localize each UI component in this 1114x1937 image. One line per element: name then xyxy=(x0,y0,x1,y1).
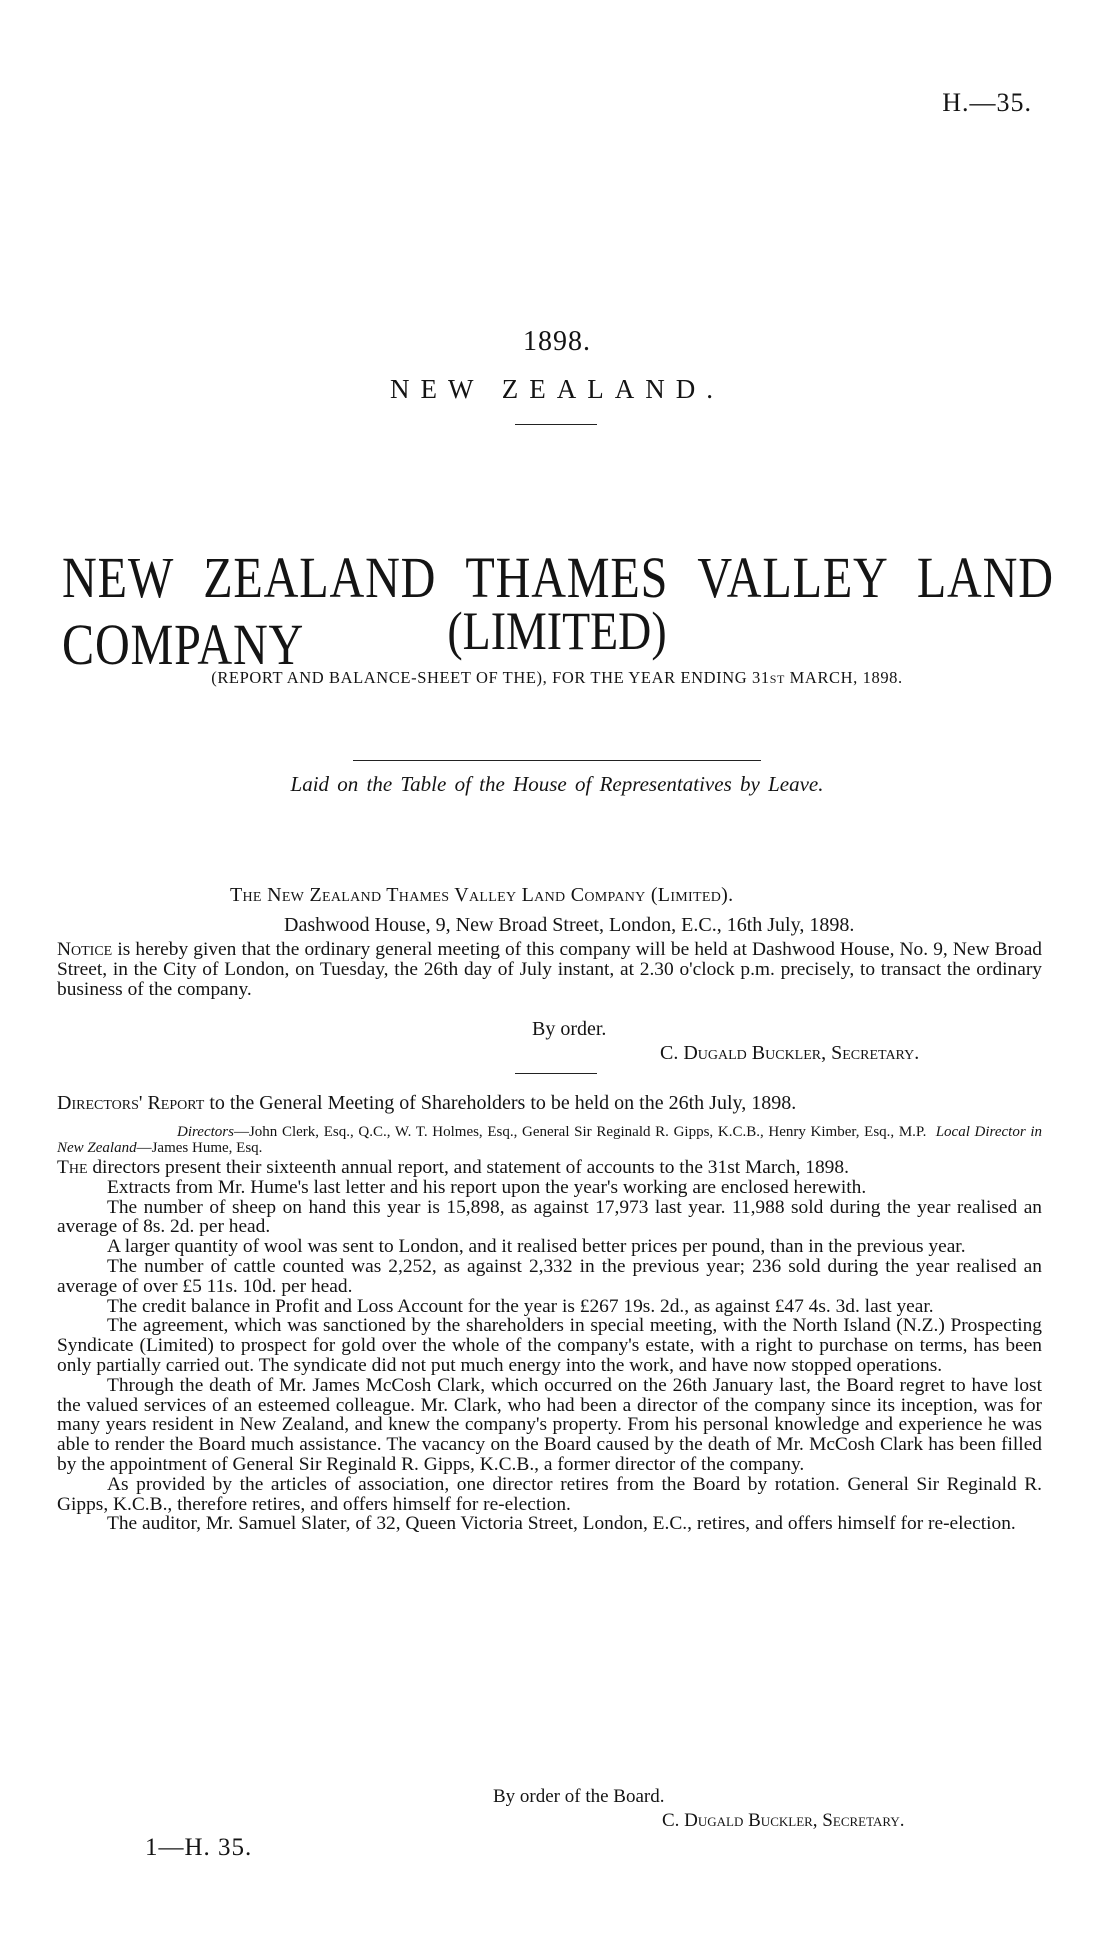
notice-heading: The New Zealand Thames Valley Land Company (Limited). xyxy=(230,884,734,906)
country-heading: NEW ZEALAND. xyxy=(390,374,724,404)
notice-body xyxy=(57,940,1042,999)
year-heading: 1898. xyxy=(523,326,591,357)
subtitle-end: MARCH, 1898. xyxy=(784,668,903,687)
report-paragraph: As provided by the articles of association, one director retires from the Board by rotation. General Sir Reginald R. Gipps, K.C.B., therefore retires, and offers himself for re-election. xyxy=(57,1473,1042,1515)
divider-rule xyxy=(353,760,761,761)
local-director-label: Local Director in New Zealand xyxy=(57,1124,1042,1156)
divider-rule xyxy=(515,1073,597,1074)
report-heading-rest: to the General Meeting of Shareholders to be held on the 26th July, 1898. xyxy=(204,1092,797,1114)
report-body xyxy=(57,1158,1042,1534)
report-signature: C. Dugald Buckler, Secretary. xyxy=(662,1810,905,1831)
report-paragraph: Extracts from Mr. Hume's last letter and his report upon the year's working are enclosed herewith. xyxy=(107,1176,867,1198)
notice-signature: C. Dugald Buckler, Secretary. xyxy=(660,1042,920,1064)
notice-lead: Notice xyxy=(57,939,113,960)
directors-names: —John Clerk, Esq., Q.C., W. T. Holmes, Esq., General Sir Reginald R. Gipps, K.C.B., Henry Kimber, Esq., M.P. xyxy=(233,1124,927,1140)
report-by-order: By order of the Board. xyxy=(493,1786,665,1807)
subtitle xyxy=(0,668,1114,688)
report-paragraph: The credit balance in Profit and Loss Account for the year is £267 19s. 2d., as against £47 4s. 3d. last year. xyxy=(107,1295,934,1317)
report-heading-lead: Directors' Report xyxy=(57,1092,205,1114)
report-paragraph: The agreement, which was sanctioned by the shareholders in special meeting, with the North Island (N.Z.) Prospecting Syndicate (Limited) to prospect for gold over the whole of the company's estate, with a right to purchase on terms, has been only partially carried out. The syndicate did not put much energy into the work, and have now stopped operations. xyxy=(57,1315,1042,1376)
report-heading xyxy=(57,1092,796,1115)
report-paragraph: The number of sheep on hand this year is 15,898, as against 17,973 last year. 11,988 sold during the year realised an average of 8s. 2d. per head. xyxy=(57,1196,1042,1238)
report-paragraph: Through the death of Mr. James McCosh Clark, which occurred on the 26th January last, the Board regret to have lost the valued services of an esteemed colleague. Mr. Clark, who had been a director of the company since its inception, was for many years resident in New Zealand, and knew the company's property. From his personal knowledge and experience he was able to render the Board much assistance. The vacancy on the Board caused by the death of Mr. McCosh Clark has been filled by the appointment of General Sir Reginald R. Gipps, K.C.B., a former director of the company. xyxy=(57,1374,1042,1475)
notice-by-order: By order. xyxy=(532,1018,607,1040)
notice-text: is hereby given that the ordinary general meeting of this company will be held at Dashwood House, No. 9, New Broad Street, in the City of London, on Tuesday, the 26th day of July instant, at 2.30 o'clock p.m. precisely, to transact the ordinary business of the company. xyxy=(57,939,1042,1000)
laid-on-table-note: Laid on the Table of the House of Representatives by Leave. xyxy=(290,772,824,796)
main-title-line-2: (LIMITED) xyxy=(447,601,667,661)
directors-list xyxy=(57,1124,1042,1156)
report-paragraph: The number of cattle counted was 2,252, as against 2,332 in the previous year; 236 sold during the year realised an average of over £5 11s. 10d. per head. xyxy=(57,1255,1042,1297)
subtitle-ordinal: ST xyxy=(769,672,785,686)
directors-label: Directors xyxy=(177,1124,234,1140)
divider-rule xyxy=(515,424,597,425)
local-director-name: —James Hume, Esq. xyxy=(136,1140,263,1156)
report-first-text: directors present their sixteenth annual report, and statement of accounts to the 31st March, 1898. xyxy=(87,1157,849,1178)
report-first-lead: The xyxy=(57,1157,88,1178)
report-paragraph xyxy=(57,1158,1042,1178)
report-paragraph: A larger quantity of wool was sent to London, and it realised better prices per pound, than in the previous year. xyxy=(107,1236,966,1258)
main-title-line-1: NEW ZEALAND THAMES VALLEY LAND COMPANY xyxy=(62,545,1054,677)
page-footer-reference: 1—H. 35. xyxy=(145,1834,253,1861)
document-reference: H.—35. xyxy=(942,88,1032,117)
notice-address: Dashwood House, 9, New Broad Street, London, E.C., 16th July, 1898. xyxy=(284,914,855,936)
report-paragraph: The auditor, Mr. Samuel Slater, of 32, Queen Victoria Street, London, E.C., retires, and offers himself for re-election. xyxy=(107,1513,1016,1535)
subtitle-main: (REPORT AND BALANCE-SHEET OF THE), FOR THE YEAR ENDING 31 xyxy=(211,668,770,687)
